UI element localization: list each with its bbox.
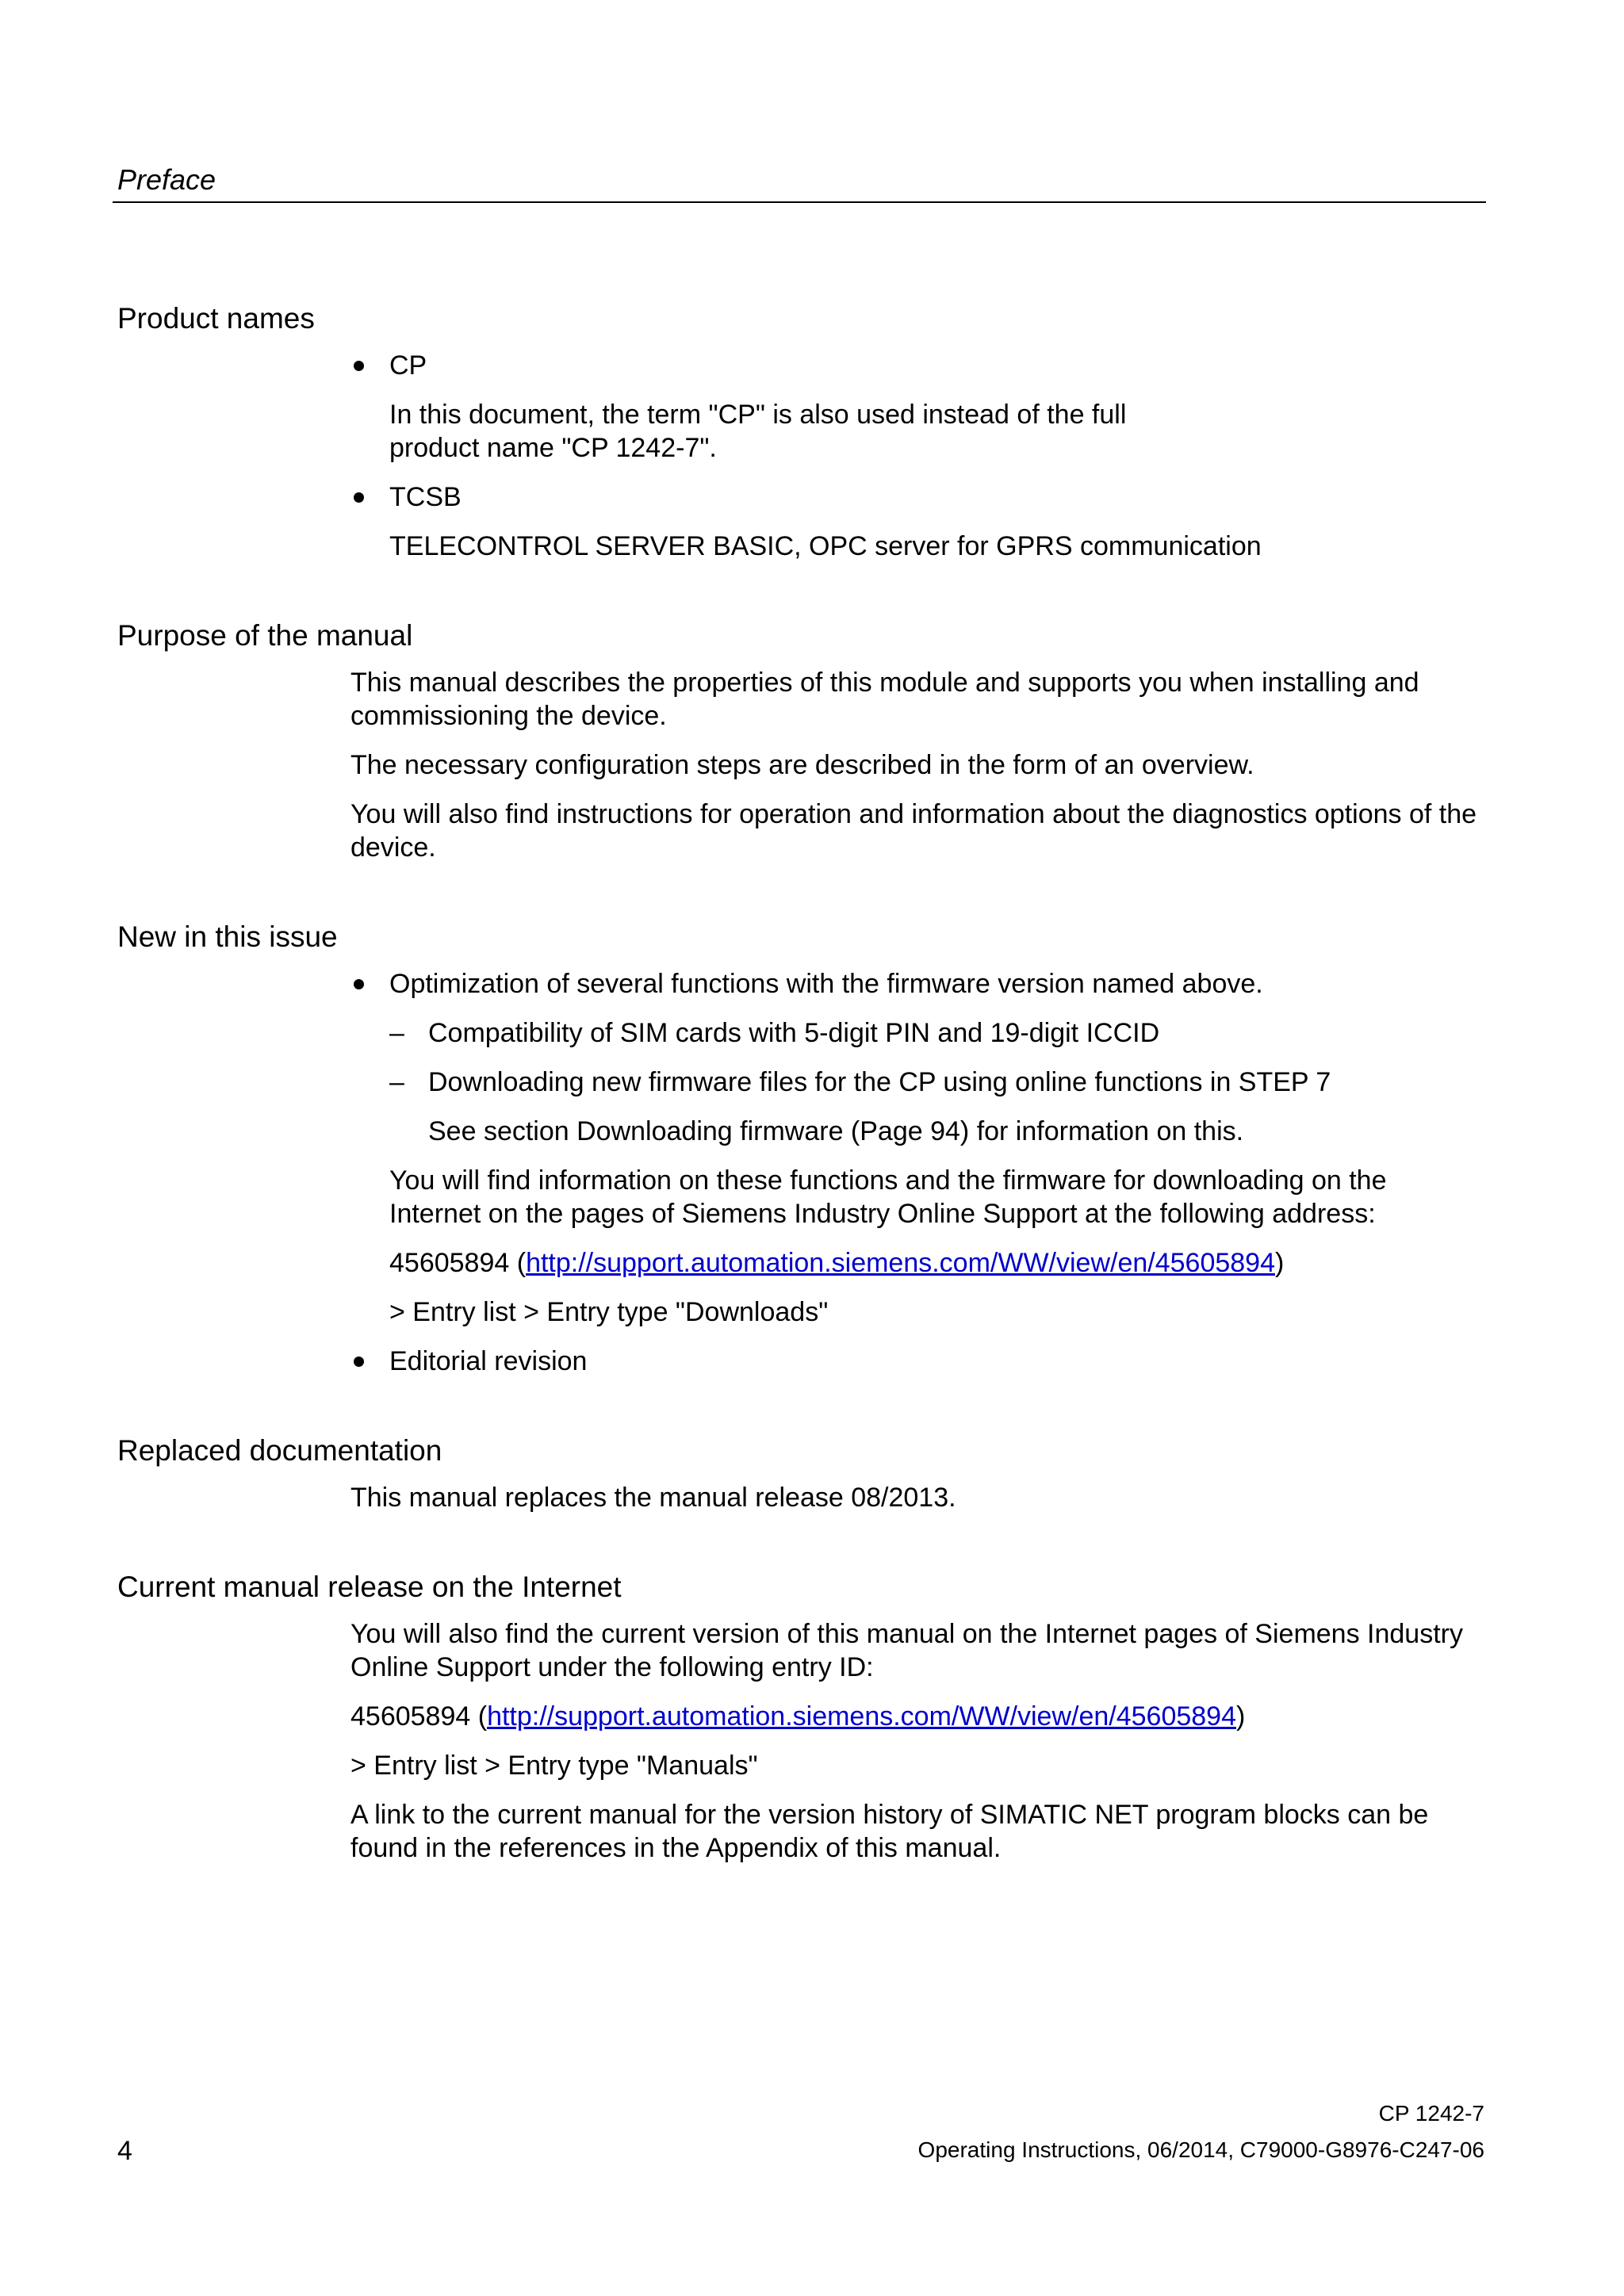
header-rule bbox=[113, 201, 1486, 203]
section-body bbox=[350, 1481, 1481, 1514]
bullet-icon bbox=[354, 979, 364, 989]
link-open-paren: ( bbox=[470, 1701, 488, 1732]
entry-id-line bbox=[350, 1700, 1481, 1733]
bullet-icon bbox=[354, 361, 364, 371]
footer-doc-info: Operating Instructions, 06/2014, C79000-G8976-C247-06 bbox=[917, 2137, 1484, 2162]
bullet-item-cp bbox=[350, 349, 1481, 465]
section-current bbox=[117, 1570, 1481, 1865]
section-title-product-names: Product names bbox=[117, 302, 315, 335]
page-number: 4 bbox=[117, 2136, 132, 2166]
section-replaced bbox=[117, 1433, 1481, 1514]
paragraph: This manual replaces the manual release 08/2013. bbox=[350, 1483, 956, 1513]
paragraph: The necessary configuration steps are described in the form of an overview. bbox=[350, 750, 1254, 780]
section-body bbox=[350, 967, 1481, 1378]
paragraph: A link to the current manual for the version history of SIMATIC NET program blocks can be found in the references in the Appendix of this manual. bbox=[350, 1800, 1429, 1863]
entry-id-line bbox=[389, 1246, 1481, 1280]
dash-icon: – bbox=[389, 1018, 404, 1048]
support-link[interactable]: http://support.automation.siemens.com/WW/view/en/45605894 bbox=[526, 1248, 1275, 1278]
dash-item-sim bbox=[389, 1016, 1481, 1050]
dash-text: Downloading new firmware files for the CP using online functions in STEP 7 bbox=[428, 1067, 1331, 1097]
bullet-item-optimization bbox=[350, 967, 1481, 1329]
bullet-icon bbox=[354, 492, 364, 503]
section-purpose bbox=[117, 618, 1481, 864]
section-title-purpose: Purpose of the manual bbox=[117, 619, 413, 652]
see-section-text: See section Downloading firmware (Page 94) for information on this. bbox=[428, 1116, 1244, 1146]
bullet-label: TCSB bbox=[389, 482, 462, 512]
section-body bbox=[350, 666, 1481, 864]
support-link[interactable]: http://support.automation.siemens.com/WW/view/en/45605894 bbox=[487, 1701, 1236, 1732]
bullet-icon bbox=[354, 1357, 364, 1367]
bullet-text: TELECONTROL SERVER BASIC, OPC server for GPRS communication bbox=[389, 531, 1262, 561]
bullet-text: In this document, the term "CP" is also used instead of the full product name "CP 1242-7". bbox=[389, 400, 1127, 463]
section-title-new-issue: New in this issue bbox=[117, 920, 338, 953]
dash-icon: – bbox=[389, 1067, 404, 1097]
entry-id: 45605894 bbox=[389, 1248, 510, 1278]
link-close-paren: ) bbox=[1236, 1701, 1246, 1732]
section-new-issue bbox=[117, 920, 1481, 1378]
bullet-label: Editorial revision bbox=[389, 1346, 588, 1376]
entry-id: 45605894 bbox=[350, 1701, 471, 1732]
page-content bbox=[117, 301, 1481, 1920]
section-body bbox=[350, 1617, 1481, 1865]
link-open-paren: ( bbox=[509, 1248, 527, 1278]
entry-path: > Entry list > Entry type "Manuals" bbox=[350, 1751, 758, 1781]
paragraph: You will also find the current version of this manual on the Internet pages of Siemens Industry Online Support under the following entry ID: bbox=[350, 1619, 1463, 1682]
section-product-names bbox=[117, 301, 1481, 563]
entry-path: > Entry list > Entry type "Downloads" bbox=[389, 1297, 829, 1327]
dash-text: Compatibility of SIM cards with 5-digit PIN and 19-digit ICCID bbox=[428, 1018, 1160, 1048]
footer-product: CP 1242-7 bbox=[1378, 2101, 1484, 2126]
running-header: Preface bbox=[117, 163, 216, 196]
bullet-item-tcsb bbox=[350, 480, 1481, 563]
section-title-current: Current manual release on the Internet bbox=[117, 1571, 622, 1603]
section-body bbox=[350, 349, 1481, 563]
dash-item-firmware bbox=[389, 1066, 1481, 1099]
paragraph: This manual describes the properties of this module and supports you when installing and commissioning the device. bbox=[350, 668, 1419, 731]
bullet-item-editorial bbox=[350, 1345, 1481, 1378]
bullet-label: CP bbox=[389, 350, 427, 381]
link-close-paren: ) bbox=[1275, 1248, 1285, 1278]
section-title-replaced: Replaced documentation bbox=[117, 1434, 442, 1467]
bullet-label: Optimization of several functions with the firmware version named above. bbox=[389, 969, 1263, 999]
paragraph: You will find information on these functions and the firmware for downloading on the Internet on the pages of Siemens Industry Online Support at the following address: bbox=[389, 1165, 1387, 1229]
paragraph: You will also find instructions for operation and information about the diagnostics options of the device. bbox=[350, 799, 1477, 863]
